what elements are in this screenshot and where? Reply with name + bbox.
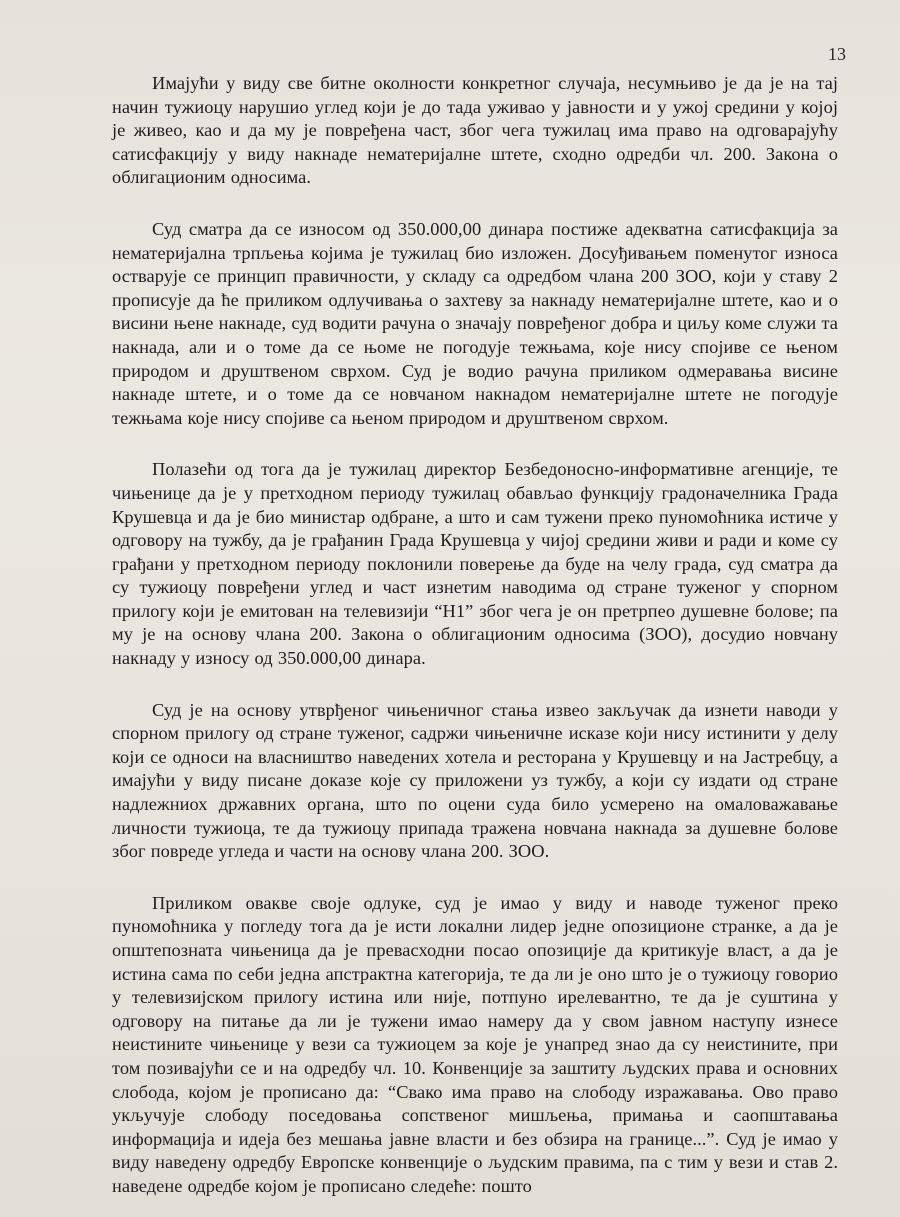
paragraph-satisfaction-entitlement: Имајући у виду све битне околности конкретног случаја, несумњиво је да је на тај начин тужиоцу нарушио углед који је до тада уживао у јавности и у ужој средини у којој је живео, као и да му је повређена част, због чега тужилац има право на одговарајућу сатисфакцију у виду накнаде нематеријалне штете, сходно одредби чл. 200. Закона о облигационим односима.	[112, 73, 838, 188]
paragraph-court-conclusion: Суд је на основу утврђеног чињеничног стања извео закључак да изнети наводи у спорном прилогу од стране туженог, садржи чињеничне исказе који нису истинити у делу који се односи на власништво наведених хотела и ресторана у Крушевцу и на Јастребцу, а имајући у виду писане доказе које су приложени уз тужбу, а који су издати од стране надлежниох државних органа, што по оцени суда било усмерено на омаловажавање личности тужиоца, те да тужиоцу припада тражена новчана накнада за душевне болове због повреде угледа и части на основу члана 200. ЗОО.	[112, 699, 838, 862]
paragraph-plaintiff-reputation: Полазећи од тога да је тужилац директор Безбедоносно-информативне агенције, те чињенице да је у претходном периоду тужилац обављао функцију градоначелника Града Крушевца и да је био министар одбране, а што и сам тужени преко пуномоћника истиче у одговору на тужбу, да је грађанин Града Крушевца у чијој средини живи и ради и коме су грађани у претходном периоду поклонили поверење да буде на челу града, суд сматра да су тужиоцу повређени углед и част изнетим наводима од стране туженог у спорном прилогу који је емитован на телевизији “Н1” због чега је он претрпео душевне болове; па му је на основу члана 200. Закона о облигационим односима (ЗОО), досудио новчану накнаду у износу од 350.000,00 динара.	[112, 459, 838, 669]
paragraph-compensation-amount: Суд сматра да се износом од 350.000,00 динара постиже адекватна сатисфакција за нематеријална трпљења којима је тужилац био изложен. Досуђивањем поменутог износа остварује се принцип правичности, у складу са одредбом члана 200 ЗОО, који у ставу 2 прописује да ће приликом одлучивања о захтеву за накнаду нематеријалне штете, као и о висини њене накнаде, суд водити рачуна о значају повређеног добра и циљу коме служи та накнада, али и о томе да се њоме не погодује тежњама, које нису спојиве се њеном природом и друштвеном сврхом. Суд је водио рачуна приликом одмеравања висине накнаде штете, и о томе да се новчаном накнадом нематеријалне штете не погодује тежњама које нису спојиве са њеном природом и друштвеном сврхом.	[112, 218, 838, 428]
paragraph-defendant-arguments: Приликом овакве своје одлуке, суд је имао у виду и наводе туженог преко пуномоћника у погледу тога да је исти локални лидер једне опозиционе странке, а да је општепозната чињеница да је превасходни посао опозиције да критикује власт, а да је истина сама по себи једна апстрактна категорија, те да ли је оно што је о тужиоцу говорио у телевизијском прилогу истина или није, потпуно ирелевантно, те да је суштина у одговору на питање да ли је тужени имао намеру да у свом јавном наступу изнесе неистините чињенице у вези са тужиоцем за које је унапред знао да су неистините, при том позивајући се и на одредбу чл. 10. Конвенције за заштиту људских права и основних слобода, којом је прописано да: “Свако има право на слободу изражавања. Ово право укључује слободу поседовања сопственог мишљења, примања и саопштавања информација и идеја без мешања јавне власти и без обзира на границе...”. Суд је имао у виду наведену одредбу Европске конвенције о људским правима, па с тим у вези и став 2. наведене одредбе којом је прописано следеће: пошто	[112, 892, 838, 1196]
page-number: 13	[828, 44, 846, 64]
